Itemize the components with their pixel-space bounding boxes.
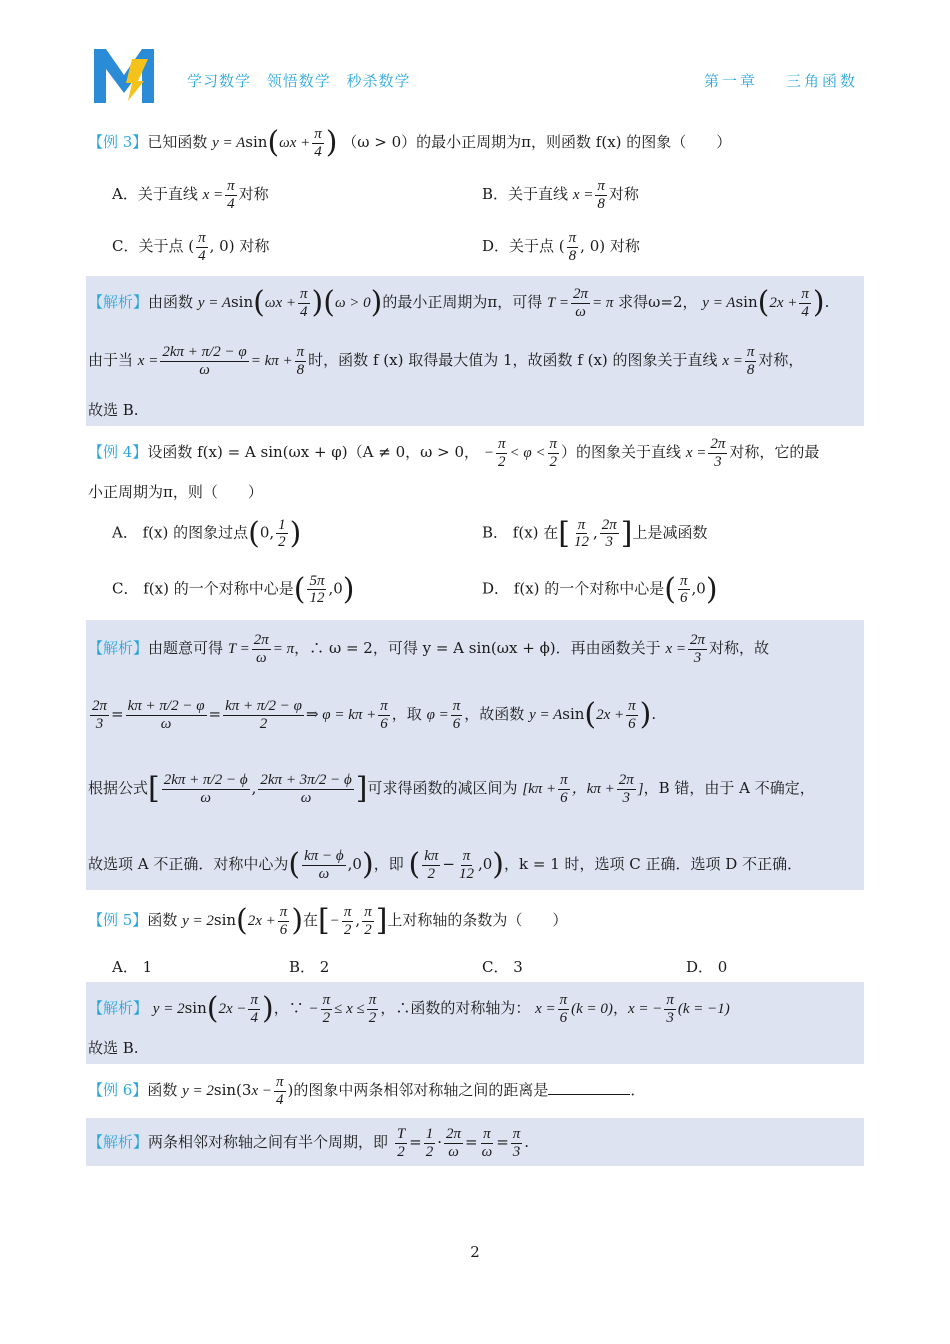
answer-blank: [548, 1094, 630, 1095]
stem-text: 在: [303, 911, 319, 929]
stem-text: 已知函数: [147, 133, 208, 151]
solution-text: ，∴函数的对称轴为：: [380, 999, 531, 1017]
option-d: D． f(x) 的一个对称中心是( $\frac{\pi}{6}$ ,0): [482, 572, 718, 607]
option-c: C． f(x) 的一个对称中心是( $\frac{5\pi}{12}$ ,0): [112, 572, 355, 607]
stem-text: 对称，它的最: [729, 443, 820, 461]
solution-line: 根据公式[ $\frac{2k\pi + \pi/2 - \phi}{\omega}$ , $\frac{2k\pi + 3\pi/2 - \phi}{\omega}$ ]可求得函数的减区间为 [kπ + $\frac{\pi}{6}$ ，kπ + $\frac{2\pi}{3}$ ]，B 错，由于 A 不确定，: [88, 771, 815, 806]
stem-text: 上对称轴的条数为（ ）: [387, 911, 568, 929]
example-6-stem: 【例 6】函数 y = 2sin(3x − $\frac{\pi}{4}$ )的图象中两条相邻对称轴之间的距离是 ．: [88, 1074, 646, 1108]
chapter-number: 第一章: [703, 72, 758, 90]
solution-text: 可求得函数的减区间为: [367, 779, 518, 797]
example-5-stem: 【例 5】函数 y = 2sin(2x + $\frac{\pi}{6}$ )在[− $\frac{\pi}{2}$ , $\frac{\pi}{2}$ ]上对称轴的条数为（ ）: [88, 903, 568, 938]
option-label: A．关于直线: [112, 185, 198, 203]
example-4-stem: 【例 4】设函数 f(x) = A sin(ωx + φ)（A ≠ 0，ω > 0， − $\frac{\pi}{2}$ < φ < $\frac{\pi}{2}$ ）的图象关于直线 x = $\frac{2\pi}{3}$ 对称，它的最: [88, 436, 820, 470]
solution-4: [86, 620, 864, 890]
solution-text: ，B 错，由于 A 不确定，: [643, 779, 815, 797]
option-label: D．关于点: [482, 237, 555, 255]
option-c: C． 3: [482, 958, 523, 976]
solution-tag: 【解析】: [88, 293, 149, 311]
solution-text: 的最小正周期为π，可得: [382, 293, 543, 311]
option-a: A． 1: [112, 958, 153, 976]
solution-line: 故选项 A 不正确．对称中心为( $\frac{k\pi - \phi}{\omega}$ ,0)，即 ( $\frac{k\pi}{2}$ − $\frac{\pi}{12}$ ,0)，k = 1 时，选项 C 正确．选项 D 不正确．: [88, 847, 803, 882]
solution-text: 由函数: [148, 293, 194, 311]
stem-text: ）的图象关于直线: [561, 443, 682, 461]
option-a: A．关于直线 x = $\frac{\pi}{4}$ 对称: [112, 178, 269, 212]
solution-6: [86, 1118, 864, 1166]
logo: [92, 45, 156, 105]
option-c: C．关于点 ( $\frac{\pi}{4}$ , 0) 对称: [112, 230, 270, 264]
stem-text: 的图象中两条相邻对称轴之间的距离是: [293, 1081, 549, 1099]
stem-text: 设函数 f(x) = A sin(ωx + φ)（A ≠ 0，ω > 0，: [147, 443, 480, 461]
example-4-stem-cont: 小正周期为π，则（ ）: [88, 483, 263, 501]
option-label: B． f(x) 在: [482, 523, 559, 542]
solution-tag: 【解析】: [88, 1133, 149, 1151]
stem-text: 函数: [147, 911, 178, 929]
solution-text: 对称，: [758, 351, 804, 369]
option-b: B． 2: [289, 958, 330, 976]
page-number: 2: [470, 1243, 480, 1261]
solution-line: 【解析】由题意可得 T = $\frac{2\pi}{\omega}$ = π，∴ ω = 2，可得 y = A sin(ωx + ϕ)．再由函数关于 x = $\frac{2\pi}{3}$ 对称，故: [88, 632, 769, 666]
option-b: B． f(x) 在[ $\frac{\pi}{12}$ , $\frac{2\pi}{3}$ ]上是减函数: [482, 516, 708, 551]
option-text: 对称: [609, 237, 640, 255]
solution-text: ∵: [288, 999, 304, 1017]
option-label: C．关于点: [112, 237, 184, 255]
example-tag: 【例 5】: [88, 911, 148, 929]
stem-text: ．: [630, 1081, 646, 1099]
solution-text: 时，函数 f (x) 取得最大值为 1，故函数 f (x) 的图象关于直线: [308, 351, 718, 369]
option-label: B．关于直线: [482, 185, 569, 203]
option-text: 上是减函数: [632, 523, 708, 542]
option-d: D．关于点 ( $\frac{\pi}{8}$ , 0) 对称: [482, 230, 640, 264]
solution-3: [86, 276, 864, 426]
option-text: 对称: [239, 237, 270, 255]
stem-text: 函数: [147, 1081, 178, 1099]
header-chapter: [676, 70, 858, 91]
solution-text: 故选项 A 不正确．对称中心为: [88, 855, 289, 873]
solution-text: 由题意可得: [148, 639, 224, 657]
option-text: 对称: [238, 185, 269, 203]
solution-tag: 【解析】: [88, 639, 149, 657]
solution-5: [86, 982, 864, 1064]
solution-line: 故选 B.: [88, 1039, 139, 1057]
solution-text: ，故函数: [464, 705, 525, 723]
example-tag: 【例 3】: [88, 133, 148, 151]
option-b: B．关于直线 x = $\frac{\pi}{8}$ 对称: [482, 178, 639, 212]
stem-text: （ω > 0）的最小正周期为π，则函数 f(x) 的图象（ ）: [342, 133, 732, 151]
solution-text: 两条相邻对称轴之间有半个周期，即: [148, 1133, 389, 1151]
solution-text: ，即: [373, 855, 404, 873]
solution-tag: 【解析】: [88, 999, 149, 1017]
option-d: D． 0: [686, 958, 728, 976]
example-3-stem: 【例 3】已知函数 y = Asin(ωx + $\frac{\pi}{4}$ ) （ω > 0）的最小正周期为π，则函数 f(x) 的图象（ ）: [88, 125, 732, 160]
solution-text: ，k = 1 时，选项 C 正确．选项 D 不正确．: [504, 855, 803, 873]
solution-line: 故选 B.: [88, 401, 139, 419]
solution-line: 【解析】 y = 2sin(2x − $\frac{\pi}{4}$ )，∵ − $\frac{\pi}{2}$ ≤ x ≤ $\frac{\pi}{2}$ ，∴函数的对称轴为： x = $\frac{\pi}{6}$ (k = 0)，x = − $\frac{\pi}{3}$ (k = −1): [88, 991, 730, 1026]
option-label: A． f(x) 的图象过点: [112, 523, 249, 542]
header-slogan: 学习数学 领悟数学 秒杀数学: [187, 72, 411, 90]
chapter-title: 三角函数: [785, 72, 858, 90]
solution-text: ，∴ ω = 2，可得 y = A sin(ωx + ϕ)．再由函数关于: [294, 639, 661, 657]
solution-text: 由于当: [88, 351, 134, 369]
solution-line: 【解析】由函数 y = Asin(ωx + $\frac{\pi}{4}$ )(ω > 0)的最小正周期为π，可得 T = $\frac{2\pi}{\omega}$ = π 求得ω=2， y = Asin(2x + $\frac{\pi}{4}$ ).: [88, 285, 830, 320]
solution-line: 由于当 x = $\frac{2k\pi + \pi/2 - \varphi}{\omega}$ = kπ + $\frac{\pi}{8}$ 时，函数 f (x) 取得最大值为 1，故函数 f (x) 的图象关于直线 x = $\frac{\pi}{8}$ 对称，: [88, 344, 804, 378]
example-tag: 【例 4】: [88, 443, 148, 461]
solution-line: $\frac{2\pi}{3}$ = $\frac{k\pi + \pi/2 - \varphi}{\omega}$ = $\frac{k\pi + \pi/2 - \varphi}{2}$ ⇒ φ = kπ + $\frac{\pi}{6}$ ，取 φ = $\frac{\pi}{6}$ ，故函数 y = Asin(2x + $\frac{\pi}{6}$ ).: [92, 697, 657, 732]
option-label: D． f(x) 的一个对称中心是: [482, 579, 665, 598]
solution-text: ，取: [391, 705, 422, 723]
option-label: C． f(x) 的一个对称中心是: [112, 579, 294, 598]
solution-line: 【解析】两条相邻对称轴之间有半个周期，即 $\frac{T}{2}$ = $\frac{1}{2}$ · $\frac{2\pi}{\omega}$ = $\frac{\pi}{\omega}$ = $\frac{\pi}{3}$ .: [88, 1126, 530, 1160]
solution-text: 根据公式: [88, 779, 149, 797]
example-tag: 【例 6】: [88, 1081, 148, 1099]
option-a: A． f(x) 的图象过点(0, $\frac{1}{2}$ ): [112, 516, 302, 551]
solution-text: 求得ω=2，: [618, 293, 698, 311]
solution-text: 对称，故: [708, 639, 769, 657]
option-text: 对称: [608, 185, 639, 203]
